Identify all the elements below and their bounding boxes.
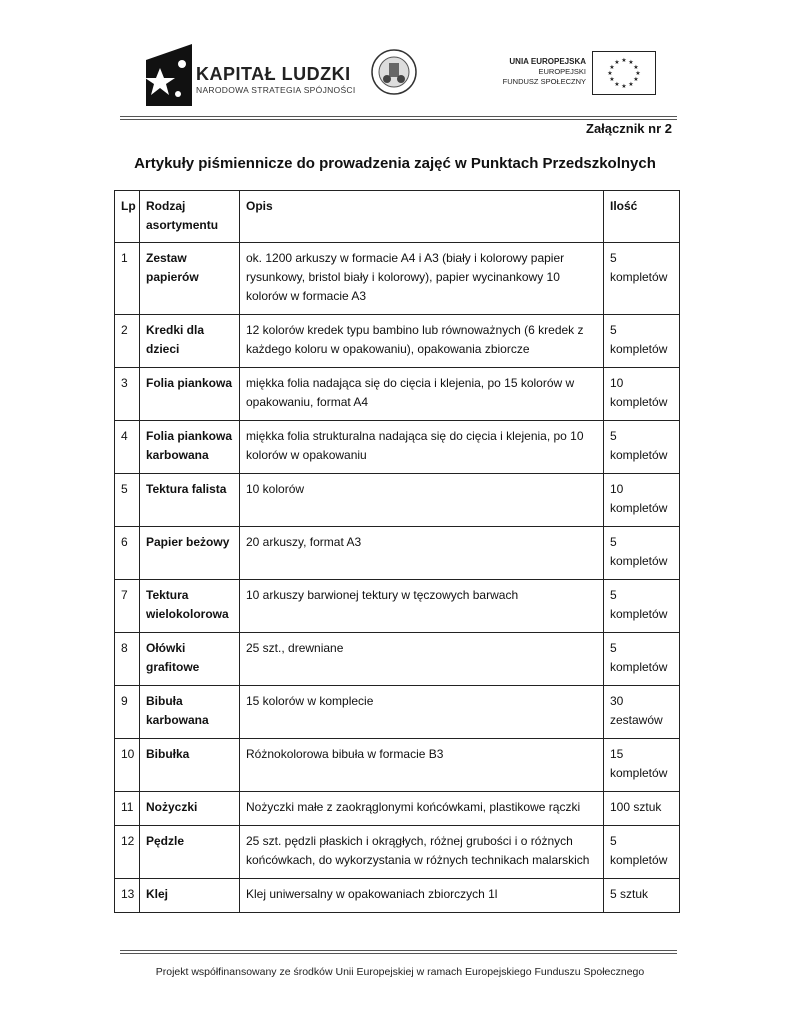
cell-lp: 6 (115, 527, 140, 580)
cell-lp: 13 (115, 879, 140, 913)
kapital-ludzki-logo-text (196, 64, 356, 96)
cell-lp: 12 (115, 826, 140, 879)
table-row (115, 739, 680, 792)
cell-qty: 5 kompletów (604, 826, 680, 879)
table-row (115, 633, 680, 686)
cell-name: Nożyczki (140, 792, 240, 826)
cell-qty: 30 zestawów (604, 686, 680, 739)
cell-lp: 1 (115, 243, 140, 315)
cell-lp: 8 (115, 633, 140, 686)
cell-qty: 10 kompletów (604, 368, 680, 421)
cell-lp: 11 (115, 792, 140, 826)
cell-desc: 12 kolorów kredek typu bambino lub równoważnych (6 kredek z każdego koloru w opakowaniu), opakowania zbiorcze (240, 315, 604, 368)
cell-qty: 5 kompletów (604, 580, 680, 633)
eu-flag-icon (592, 51, 656, 95)
table-row (115, 527, 680, 580)
page-footer: Projekt współfinansowany ze środków Unii Europejskiej w ramach Europejskiego Funduszu Społecznego (155, 966, 645, 978)
page-header (118, 40, 678, 110)
svg-text:★: ★ (607, 70, 613, 77)
table-body (115, 243, 680, 913)
table-row (115, 243, 680, 315)
table-row (115, 368, 680, 421)
cell-qty: 5 kompletów (604, 527, 680, 580)
kapital-ludzki-logo-icon (138, 42, 196, 113)
cell-desc: miękka folia nadająca się do cięcia i klejenia, po 15 kolorów w opakowaniu, format A4 (240, 368, 604, 421)
table-row (115, 879, 680, 913)
cell-desc: 10 arkuszy barwionej tektury w tęczowych barwach (240, 580, 604, 633)
svg-text:★: ★ (633, 64, 639, 71)
header-opis: Opis (240, 191, 604, 243)
cell-name: Folia piankowa (140, 368, 240, 421)
eu-text-block (488, 57, 586, 87)
cell-qty: 5 kompletów (604, 315, 680, 368)
cell-name: Bibuła karbowana (140, 686, 240, 739)
header-rodzaj: Rodzaj asortymentu (140, 191, 240, 243)
header-rule-bottom (120, 119, 677, 120)
svg-text:★: ★ (628, 81, 634, 88)
table-row (115, 474, 680, 527)
table-row (115, 792, 680, 826)
cell-desc: Klej uniwersalny w opakowaniach zbiorczych 1l (240, 879, 604, 913)
eu-line-1: UNIA EUROPEJSKA (509, 57, 586, 66)
preschool-logo-icon (370, 48, 418, 101)
table-row (115, 580, 680, 633)
page-title: Artykuły piśmiennicze do prowadzenia zajęć w Punktach Przedszkolnych (134, 155, 656, 172)
cell-lp: 4 (115, 421, 140, 474)
cell-qty: 5 kompletów (604, 633, 680, 686)
footer-rule-bottom (120, 953, 677, 954)
cell-name: Kredki dla dzieci (140, 315, 240, 368)
svg-text:★: ★ (614, 59, 620, 66)
cell-qty: 100 sztuk (604, 792, 680, 826)
cell-qty: 5 sztuk (604, 879, 680, 913)
cell-name: Zestaw papierów (140, 243, 240, 315)
svg-text:★: ★ (609, 76, 615, 83)
footer-rule-top (120, 950, 677, 951)
cell-qty: 5 kompletów (604, 421, 680, 474)
cell-lp: 9 (115, 686, 140, 739)
eu-line-2: EUROPEJSKI (538, 67, 586, 76)
cell-name: Pędzle (140, 826, 240, 879)
table-row (115, 421, 680, 474)
cell-name: Tektura wielokolorowa (140, 580, 240, 633)
cell-name: Folia piankowa karbowana (140, 421, 240, 474)
svg-text:★: ★ (635, 70, 641, 77)
svg-text:★: ★ (633, 76, 639, 83)
table-header-row (115, 191, 680, 243)
svg-text:★: ★ (628, 59, 634, 66)
svg-text:★: ★ (614, 81, 620, 88)
logo-title: KAPITAŁ LUDZKI (196, 64, 351, 84)
cell-qty: 15 kompletów (604, 739, 680, 792)
cell-desc: 20 arkuszy, format A3 (240, 527, 604, 580)
table-row (115, 686, 680, 739)
cell-lp: 5 (115, 474, 140, 527)
cell-desc: Różnokolorowa bibuła w formacie B3 (240, 739, 604, 792)
cell-qty: 5 kompletów (604, 243, 680, 315)
header-ilosc: Ilość (604, 191, 680, 243)
cell-desc: miękka folia strukturalna nadająca się do cięcia i klejenia, po 10 kolorów w opakowaniu (240, 421, 604, 474)
cell-lp: 7 (115, 580, 140, 633)
svg-text:★: ★ (609, 64, 615, 71)
table-row (115, 826, 680, 879)
cell-desc: 10 kolorów (240, 474, 604, 527)
cell-lp: 10 (115, 739, 140, 792)
eu-line-3: FUNDUSZ SPOŁECZNY (502, 77, 586, 86)
cell-qty: 10 kompletów (604, 474, 680, 527)
header-rule-top (120, 116, 677, 117)
cell-name: Papier beżowy (140, 527, 240, 580)
cell-desc: Nożyczki małe z zaokrąglonymi końcówkami, plastikowe rączki (240, 792, 604, 826)
cell-desc: 15 kolorów w komplecie (240, 686, 604, 739)
cell-lp: 2 (115, 315, 140, 368)
cell-lp: 3 (115, 368, 140, 421)
cell-name: Klej (140, 879, 240, 913)
header-lp: Lp (115, 191, 140, 243)
annex-label: Załącznik nr 2 (586, 121, 672, 136)
cell-name: Bibułka (140, 739, 240, 792)
items-table (114, 190, 680, 913)
table-row (115, 315, 680, 368)
svg-text:★: ★ (621, 57, 627, 64)
cell-name: Ołówki grafitowe (140, 633, 240, 686)
cell-name: Tektura falista (140, 474, 240, 527)
svg-text:★: ★ (621, 83, 627, 90)
cell-desc: 25 szt. pędzli płaskich i okrągłych, różnej grubości i o różnych końcówkach, do wykorzystania w różnych technikach malarskich (240, 826, 604, 879)
logo-subtitle: NARODOWA STRATEGIA SPÓJNOŚCI (196, 85, 356, 95)
cell-desc: ok. 1200 arkuszy w formacie A4 i A3 (biały i kolorowy papier rysunkowy, bristol biały i kolorowy), papier wycinankowy 10 kolorów w formacie A3 (240, 243, 604, 315)
cell-desc: 25 szt., drewniane (240, 633, 604, 686)
